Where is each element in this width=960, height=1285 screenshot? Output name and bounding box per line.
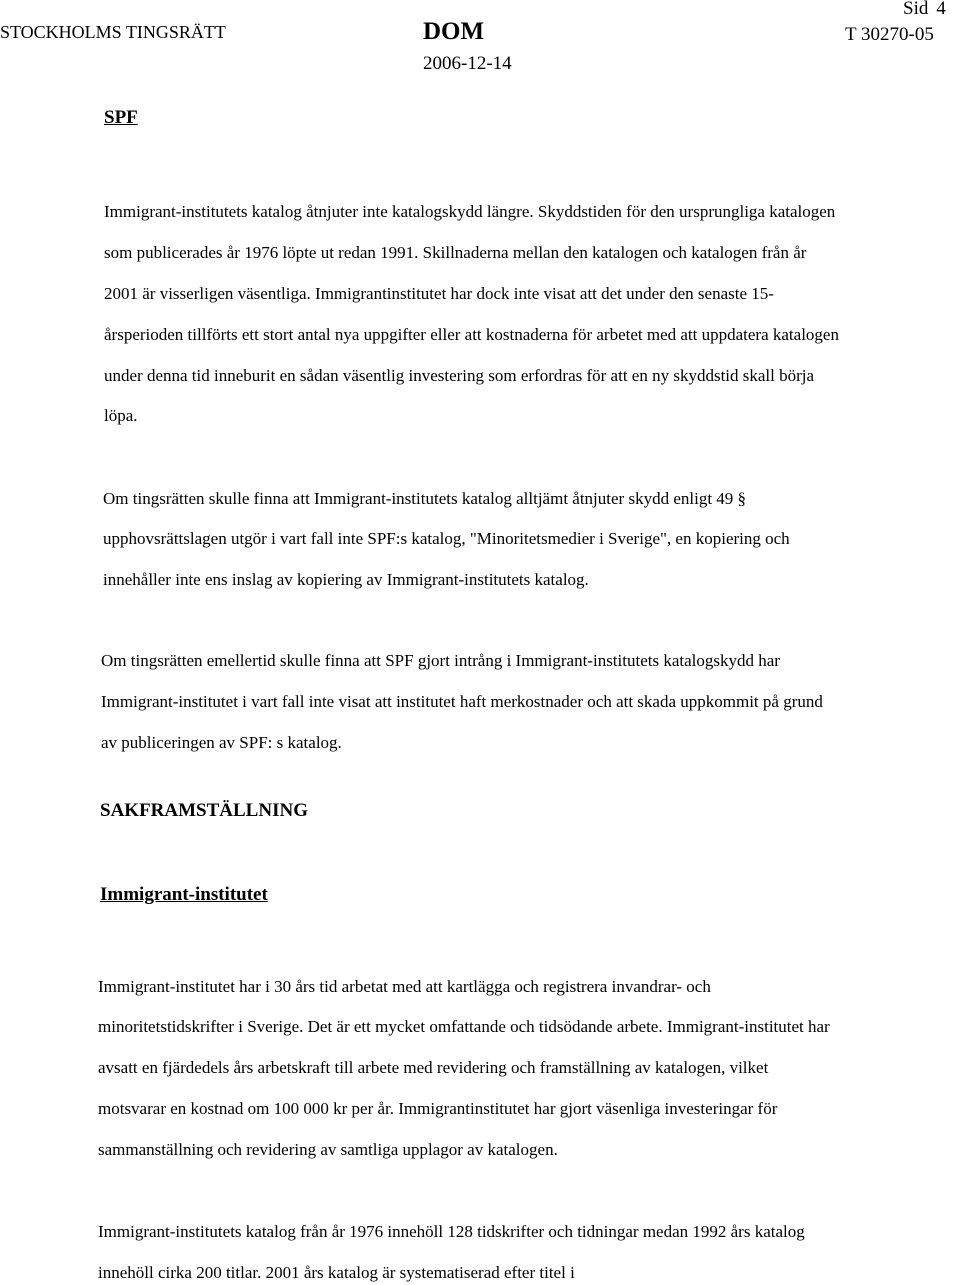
page-label: Sid	[903, 0, 929, 19]
paragraph-line: sammanställning och revidering av samtliga upplagor av katalogen.	[98, 1140, 558, 1159]
paragraph-line: Om tingsrätten skulle finna att Immigrant-institutets katalog alltjämt åtnjuter skydd enligt 49 §	[103, 489, 747, 508]
paragraph-line: som publicerades år 1976 löpte ut redan 1991. Skillnaderna mellan den katalogen och katalogen från år	[104, 243, 807, 262]
paragraph-line: under denna tid inneburit en sådan väsentlig investering som erfordras för att en ny skyddstid skall börja	[104, 366, 815, 385]
paragraph-line: av publiceringen av SPF: s katalog.	[101, 733, 342, 752]
page-number: 4	[936, 0, 946, 19]
document-type: DOM	[423, 18, 485, 45]
paragraph-line: årsperioden tillförts ett stort antal nya uppgifter eller att kostnaderna för arbetet med att uppdatera katalogen	[104, 325, 839, 344]
paragraph-line: minoritetstidskrifter i Sverige. Det är ett mycket omfattande och tidsödande arbete. Immigrant-institutet har	[98, 1017, 830, 1036]
document-date: 2006-12-14	[423, 53, 512, 74]
paragraph-line: Immigrant-institutets katalog från år 1976 innehöll 128 tidskrifter och tidningar medan 1992 års katalog	[98, 1222, 805, 1241]
section-heading-immigrant-institutet: Immigrant-institutet	[100, 884, 268, 905]
paragraph-line: avsatt en fjärdedels års arbetskraft till arbete med revidering och framställning av katalogen, vilket	[98, 1058, 769, 1077]
paragraph-line: Immigrant-institutets katalog åtnjuter inte katalogskydd längre. Skyddstiden för den ursprungliga katalogen	[104, 202, 836, 221]
paragraph-line: innehöll cirka 200 titlar. 2001 års katalog är systematiserad efter titel i	[98, 1263, 575, 1282]
paragraph-line: 2001 är visserligen väsentliga. Immigrantinstitutet har dock inte visat att det under den senaste 15-	[104, 284, 774, 303]
case-number: T 30270-05	[845, 24, 934, 45]
paragraph-line: Immigrant-institutet i vart fall inte visat att institutet haft merkostnader och att skada uppkommit på grund	[101, 692, 823, 711]
paragraph-line: löpa.	[104, 406, 138, 425]
paragraph-line: motsvarar en kostnad om 100 000 kr per år. Immigrantinstitutet har gjort väsenliga investeringar för	[98, 1099, 778, 1118]
court-name: STOCKHOLMS TINGSRÄTT	[0, 22, 226, 42]
section-heading-spf: SPF	[104, 107, 138, 128]
section-heading-sakframstallning: SAKFRAMSTÄLLNING	[100, 800, 308, 821]
paragraph-line: Immigrant-institutet har i 30 års tid arbetat med att kartlägga och registrera invandrar- och	[98, 977, 711, 996]
paragraph-line: Om tingsrätten emellertid skulle finna att SPF gjort intrång i Immigrant-institutets katalogskydd har	[101, 651, 780, 670]
paragraph-line: upphovsrättslagen utgör i vart fall inte SPF:s katalog, "Minoritetsmedier i Sverige", en kopiering och	[103, 529, 790, 548]
paragraph-line: innehåller inte ens inslag av kopiering av Immigrant-institutets katalog.	[103, 570, 589, 589]
page-indicator	[903, 0, 946, 20]
